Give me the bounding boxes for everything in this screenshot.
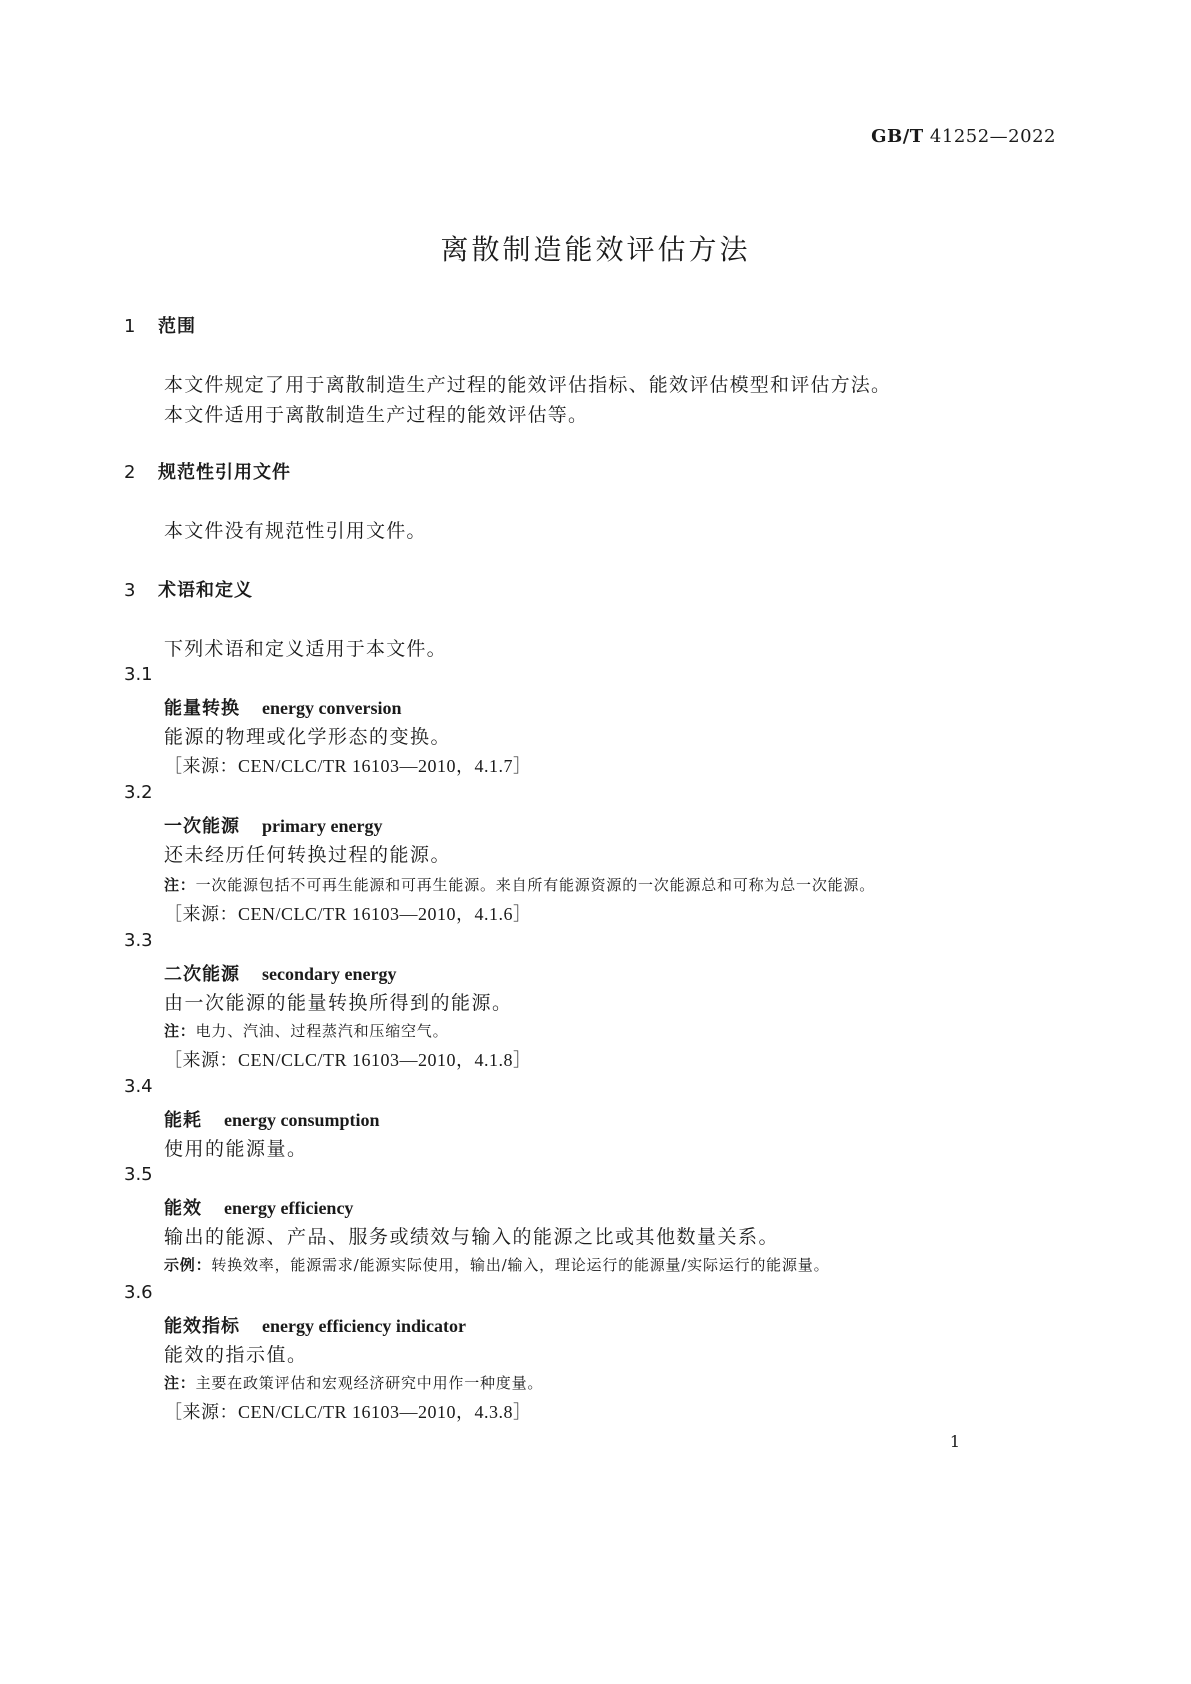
term-english: energy efficiency indicator	[262, 1316, 466, 1336]
term-definition: 还未经历任何转换过程的能源。	[164, 844, 452, 866]
paragraph: 本文件适用于离散制造生产过程的能效评估等。	[164, 404, 589, 426]
term-chinese: 能效	[164, 1198, 202, 1219]
standard-prefix: GB/T	[871, 126, 924, 147]
term-note	[164, 1372, 543, 1393]
term-chinese: 能效指标	[164, 1316, 240, 1337]
term-entry	[164, 960, 396, 986]
term-english: energy consumption	[224, 1110, 380, 1130]
term-definition: 输出的能源、产品、服务或绩效与输入的能源之比或其他数量关系。	[164, 1226, 780, 1248]
paragraph: 下列术语和定义适用于本文件。	[164, 638, 447, 660]
standard-number	[860, 126, 1056, 147]
term-number: 3.2	[124, 782, 153, 803]
section-number: 3	[124, 580, 137, 601]
section-heading-normative-references	[124, 458, 291, 484]
paragraph: 本文件规定了用于离散制造生产过程的能效评估指标、能效评估模型和评估方法。	[164, 374, 892, 396]
section-title: 术语和定义	[158, 580, 253, 601]
term-entry	[164, 1312, 466, 1338]
term-note	[164, 1020, 448, 1041]
note-label: 注：	[164, 876, 196, 894]
term-chinese: 二次能源	[164, 964, 240, 985]
term-number: 3.4	[124, 1076, 153, 1097]
term-chinese: 能量转换	[164, 698, 240, 719]
term-source: ［来源：CEN/CLC/TR 16103—2010，4.3.8］	[164, 1402, 532, 1422]
term-entry	[164, 812, 382, 838]
term-source: ［来源：CEN/CLC/TR 16103—2010，4.1.7］	[164, 756, 532, 776]
note-text: 主要在政策评估和宏观经济研究中用作一种度量。	[195, 1374, 544, 1392]
term-number: 3.1	[124, 664, 153, 685]
term-chinese: 能耗	[164, 1110, 202, 1131]
term-english: energy conversion	[262, 698, 402, 718]
term-number: 3.6	[124, 1282, 153, 1303]
term-source: ［来源：CEN/CLC/TR 16103—2010，4.1.6］	[164, 904, 532, 924]
term-definition: 能效的指示值。	[164, 1344, 308, 1366]
term-entry	[164, 1194, 353, 1220]
section-title: 范围	[158, 316, 196, 337]
term-number: 3.5	[124, 1164, 153, 1185]
example-label: 示例：	[164, 1256, 212, 1274]
term-example	[164, 1254, 829, 1275]
section-heading-terms-definitions	[124, 576, 253, 602]
section-heading-scope	[124, 312, 196, 338]
page-number: 1	[949, 1432, 960, 1451]
term-note	[164, 874, 875, 895]
section-number: 1	[124, 316, 137, 337]
term-source: ［来源：CEN/CLC/TR 16103—2010，4.1.8］	[164, 1050, 532, 1070]
term-definition: 能源的物理或化学形态的变换。	[164, 726, 452, 748]
term-definition: 使用的能源量。	[164, 1138, 308, 1160]
section-title: 规范性引用文件	[158, 462, 291, 483]
term-english: energy efficiency	[224, 1198, 354, 1218]
paragraph: 本文件没有规范性引用文件。	[164, 520, 427, 542]
term-english: secondary energy	[262, 964, 397, 984]
document-title: 离散制造能效评估方法	[440, 233, 751, 266]
term-entry	[164, 694, 401, 720]
term-chinese: 一次能源	[164, 816, 240, 837]
term-number: 3.3	[124, 930, 153, 951]
note-text: 一次能源包括不可再生能源和可再生能源。来自所有能源资源的一次能源总和可称为总一次能源。	[195, 876, 876, 894]
note-text: 电力、汽油、过程蒸汽和压缩空气。	[195, 1022, 449, 1040]
note-label: 注：	[164, 1022, 196, 1040]
section-number: 2	[124, 462, 137, 483]
term-definition: 由一次能源的能量转换所得到的能源。	[164, 992, 513, 1014]
term-entry	[164, 1106, 380, 1132]
standard-code: 41252—2022	[929, 126, 1056, 147]
note-label: 注：	[164, 1374, 196, 1392]
example-text: 转换效率，能源需求/能源实际使用，输出/输入，理论运行的能源量/实际运行的能源量。	[211, 1256, 830, 1274]
term-english: primary energy	[262, 816, 383, 836]
